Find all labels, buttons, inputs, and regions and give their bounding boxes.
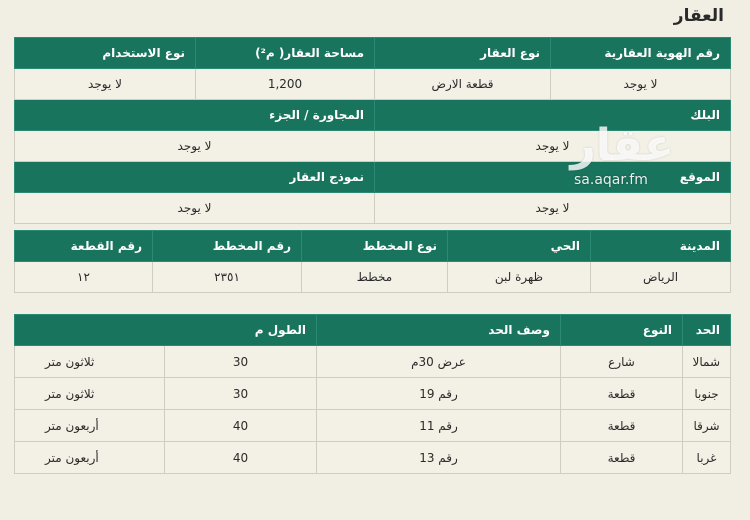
property-type-header: نوع العقار xyxy=(375,38,551,69)
site-value: لا يوجد xyxy=(375,193,731,224)
property-value-row xyxy=(15,69,731,100)
property-header-row xyxy=(15,38,731,69)
length-header: الطول م xyxy=(15,315,317,346)
location-table-header-row xyxy=(15,231,731,262)
plot-number-header: رقم القطعة xyxy=(15,231,153,262)
location-table xyxy=(14,230,731,293)
boundary-side: جنوبا xyxy=(683,378,731,410)
boundary-description: رقم 13 xyxy=(317,442,561,474)
property-id-header: رقم الهوية العقارية xyxy=(551,38,731,69)
boundary-length-text: أربعون متر xyxy=(15,442,165,474)
block-header-row xyxy=(15,100,731,131)
boundary-length: 30 xyxy=(165,378,317,410)
plan-type-header: نوع المخطط xyxy=(302,231,448,262)
type-header: النوع xyxy=(561,315,683,346)
boundary-side: شرقا xyxy=(683,410,731,442)
boundary-side: شمالا xyxy=(683,346,731,378)
plot-number-value: ١٢ xyxy=(15,262,153,293)
property-model-header: نموذج العقار xyxy=(15,162,375,193)
property-model-value: لا يوجد xyxy=(15,193,375,224)
location-value-row xyxy=(15,193,731,224)
usage-type-header: نوع الاستخدام xyxy=(15,38,196,69)
plan-number-header: رقم المخطط xyxy=(153,231,302,262)
city-header: المدينة xyxy=(591,231,731,262)
side-header: الحد xyxy=(683,315,731,346)
city-value: الرياض xyxy=(591,262,731,293)
neighborhood-part-value: لا يوجد xyxy=(15,131,375,162)
boundary-row xyxy=(15,346,731,378)
boundary-row xyxy=(15,442,731,474)
boundary-type: قطعة xyxy=(561,410,683,442)
page-title: العقار xyxy=(673,6,724,26)
boundary-side: غربا xyxy=(683,442,731,474)
location-table-value-row xyxy=(15,262,731,293)
boundary-length: 30 xyxy=(165,346,317,378)
property-area-header: مساحة العقار( م²) xyxy=(196,38,375,69)
boundary-length-text: ثلاثون متر xyxy=(15,346,165,378)
block-header: البلك xyxy=(375,100,731,131)
district-value: ظهرة لبن xyxy=(448,262,591,293)
usage-type-value: لا يوجد xyxy=(15,69,196,100)
neighborhood-part-header: المجاورة / الجزء xyxy=(15,100,375,131)
boundaries-table xyxy=(14,314,731,474)
block-value-row xyxy=(15,131,731,162)
watermark-url: sa.aqar.fm xyxy=(574,172,648,188)
aqar-logo: عقار xyxy=(570,120,674,171)
description-header: وصف الحد xyxy=(317,315,561,346)
boundary-length: 40 xyxy=(165,442,317,474)
boundary-length: 40 xyxy=(165,410,317,442)
boundary-type: شارع xyxy=(561,346,683,378)
boundary-row xyxy=(15,410,731,442)
site-header: الموقع xyxy=(375,162,731,193)
plan-number-value: ٢٣٥١ xyxy=(153,262,302,293)
boundaries-header-row xyxy=(15,315,731,346)
boundary-description: رقم 19 xyxy=(317,378,561,410)
boundary-length-text: ثلاثون متر xyxy=(15,378,165,410)
district-header: الحي xyxy=(448,231,591,262)
property-id-value: لا يوجد xyxy=(551,69,731,100)
boundary-row xyxy=(15,378,731,410)
boundary-description: عرض 30م xyxy=(317,346,561,378)
boundary-length-text: أربعون متر xyxy=(15,410,165,442)
plan-type-value: مخطط xyxy=(302,262,448,293)
boundary-type: قطعة xyxy=(561,378,683,410)
boundary-description: رقم 11 xyxy=(317,410,561,442)
location-header-row xyxy=(15,162,731,193)
boundary-type: قطعة xyxy=(561,442,683,474)
property-type-value: قطعة الارض xyxy=(375,69,551,100)
property-info-table xyxy=(14,37,731,224)
property-area-value: 1,200 xyxy=(196,69,375,100)
block-value: لا يوجد xyxy=(375,131,731,162)
